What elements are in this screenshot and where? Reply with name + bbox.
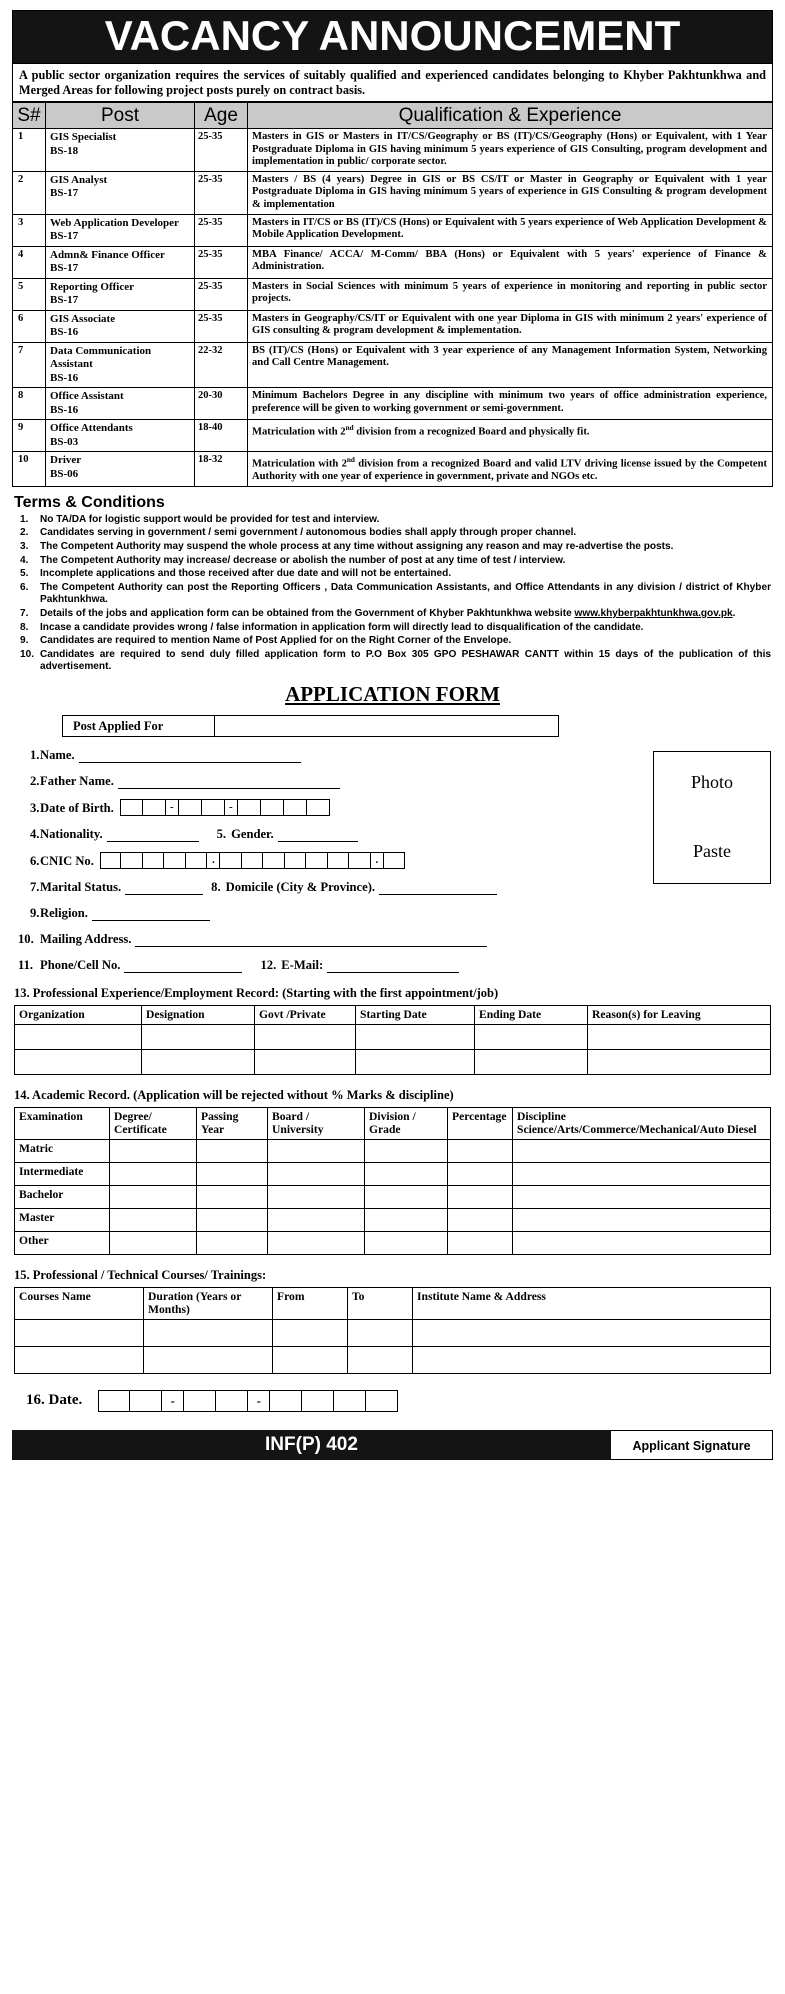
field-religion-label: Religion. bbox=[40, 905, 88, 920]
experience-input-cell[interactable] bbox=[356, 1024, 475, 1049]
academic-column-header: Division / Grade bbox=[365, 1107, 448, 1139]
field-name-label: Name. bbox=[40, 747, 75, 762]
terms-item bbox=[14, 541, 771, 554]
field-domicile-input[interactable] bbox=[379, 882, 497, 895]
post-age-limit: 22-32 bbox=[195, 342, 248, 388]
terms-item-number: 2. bbox=[20, 527, 29, 539]
post-age-limit: 25-35 bbox=[195, 171, 248, 214]
experience-column-header: Reason(s) for Leaving bbox=[588, 1005, 771, 1024]
post-serial-number: 2 bbox=[13, 171, 46, 214]
academic-row-label: Master bbox=[15, 1208, 110, 1231]
digit-box[interactable] bbox=[220, 852, 242, 869]
courses-input-cell[interactable] bbox=[273, 1319, 348, 1346]
courses-input-cell[interactable] bbox=[15, 1319, 144, 1346]
post-title: Admn& Finance Officer bbox=[50, 248, 165, 261]
terms-item-text: Candidates are required to mention Name of Post Applied for on the Right Corner of the Envelope. bbox=[40, 635, 512, 647]
digit-box[interactable] bbox=[186, 852, 208, 869]
post-pay-scale: BS-18 bbox=[50, 144, 79, 157]
experience-input-cell[interactable] bbox=[588, 1024, 771, 1049]
experience-column-header: Starting Date bbox=[356, 1005, 475, 1024]
post-title-cell bbox=[46, 171, 195, 214]
date-separator: - bbox=[248, 1390, 270, 1412]
post-title-cell bbox=[46, 388, 195, 420]
table-row bbox=[15, 1049, 771, 1074]
terms-item-number: 4. bbox=[20, 554, 29, 566]
post-serial-number: 6 bbox=[13, 310, 46, 342]
post-pay-scale: BS-17 bbox=[50, 230, 79, 243]
post-title-cell bbox=[46, 342, 195, 388]
terms-heading: Terms & Conditions bbox=[14, 493, 165, 511]
experience-column-header: Ending Date bbox=[475, 1005, 588, 1024]
courses-input-cell[interactable] bbox=[348, 1319, 413, 1346]
academic-input-cell[interactable] bbox=[197, 1231, 268, 1254]
field-dob-number: 3. bbox=[30, 800, 40, 815]
post-serial-number: 8 bbox=[13, 388, 46, 420]
field-nationality-label: Nationality. bbox=[40, 826, 103, 841]
post-serial-number: 5 bbox=[13, 278, 46, 310]
post-applied-for-label: Post Applied For bbox=[63, 716, 215, 736]
digit-box[interactable] bbox=[238, 799, 261, 816]
field-father-name-input[interactable] bbox=[118, 776, 340, 789]
field-phone-label: Phone/Cell No. bbox=[40, 957, 121, 972]
digit-box[interactable] bbox=[285, 852, 307, 869]
post-title: Office Attendants bbox=[50, 422, 133, 435]
post-title: GIS Associate bbox=[50, 312, 116, 325]
post-title-cell bbox=[46, 420, 195, 452]
post-serial-number: 7 bbox=[13, 342, 46, 388]
table-row bbox=[13, 342, 773, 388]
khyber-pakhtunkhwa-website-link[interactable]: www.khyberpakhtunkhwa.gov.pk bbox=[574, 607, 733, 619]
post-age-limit: 25-35 bbox=[195, 278, 248, 310]
post-pay-scale: BS-16 bbox=[50, 326, 79, 339]
post-qualification: Masters in GIS or Masters in IT/CS/Geography or BS (IT)/CS/Geography (Hons) or Equivalent, with 1 Year Postgraduate Diploma in GIS having minimum 5 years experience of GIS Consulting, program development and implementation in public/ corporate sector. bbox=[248, 129, 773, 172]
field-marital-label: Marital Status. bbox=[40, 879, 122, 894]
digit-box[interactable] bbox=[263, 852, 285, 869]
date-separator: - bbox=[162, 1390, 184, 1412]
photo-label: Photo bbox=[690, 771, 733, 792]
field-name-input[interactable] bbox=[79, 750, 301, 763]
application-form bbox=[14, 715, 771, 973]
post-serial-number: 1 bbox=[13, 129, 46, 172]
academic-input-cell[interactable] bbox=[365, 1185, 448, 1208]
digit-box[interactable] bbox=[306, 852, 328, 869]
date-separator: . bbox=[207, 852, 220, 869]
digit-box[interactable] bbox=[242, 852, 264, 869]
table-row bbox=[15, 1231, 771, 1254]
digit-box[interactable] bbox=[98, 1390, 130, 1412]
courses-column-header: Courses Name bbox=[15, 1287, 144, 1319]
courses-section-heading: 15. Professional / Technical Courses/ Trainings: bbox=[14, 1267, 267, 1282]
table-row bbox=[15, 1162, 771, 1185]
terms-item-text: Incase a candidate provides wrong / false information in application form will directly lead to disqualification of the candidate. bbox=[40, 621, 644, 633]
digit-box[interactable] bbox=[270, 1390, 302, 1412]
field-gender-input[interactable] bbox=[278, 829, 358, 842]
academic-column-header: Passing Year bbox=[197, 1107, 268, 1139]
terms-item bbox=[14, 635, 771, 648]
academic-column-header: Board / University bbox=[268, 1107, 365, 1139]
field-father-name-number: 2. bbox=[30, 773, 40, 788]
table-row bbox=[13, 278, 773, 310]
post-title-cell bbox=[46, 246, 195, 278]
academic-input-cell[interactable] bbox=[110, 1185, 197, 1208]
post-serial-number: 10 bbox=[13, 452, 46, 487]
post-title-cell bbox=[46, 310, 195, 342]
post-age-limit: 25-35 bbox=[195, 129, 248, 172]
academic-input-cell[interactable] bbox=[268, 1139, 365, 1162]
digit-box[interactable] bbox=[120, 799, 143, 816]
terms-item-text: No TA/DA for logistic support would be provided for test and interview. bbox=[40, 513, 380, 525]
experience-column-header: Designation bbox=[142, 1005, 255, 1024]
page-title: VACANCY ANNOUNCEMENT bbox=[104, 12, 681, 59]
academic-input-cell[interactable] bbox=[513, 1185, 771, 1208]
post-serial-number: 3 bbox=[13, 214, 46, 246]
academic-column-header: Discipline Science/Arts/Commerce/Mechanical/Auto Diesel bbox=[513, 1107, 771, 1139]
post-title: GIS Specialist bbox=[50, 131, 117, 143]
intro-paragraph: A public sector organization requires the services of suitably qualified and experienced candidates belonging to Khyber Pakhtunkhwa and Merged Areas for following project posts purely on contract basis. bbox=[12, 64, 773, 102]
courses-column-header: Duration (Years or Months) bbox=[144, 1287, 273, 1319]
table-row bbox=[13, 420, 773, 452]
field-phone-number: 11. bbox=[18, 957, 34, 972]
post-age-limit: 18-40 bbox=[195, 420, 248, 452]
field-religion-row bbox=[14, 905, 771, 921]
terms-list bbox=[14, 514, 771, 674]
terms-item bbox=[14, 622, 771, 635]
field-religion-number: 9. bbox=[30, 905, 40, 920]
post-pay-scale: BS-17 bbox=[50, 294, 79, 307]
terms-item-number: 6. bbox=[20, 581, 29, 593]
academic-input-cell[interactable] bbox=[268, 1185, 365, 1208]
table-row bbox=[15, 1346, 771, 1373]
academic-table bbox=[14, 1107, 771, 1255]
applicant-signature-label: Applicant Signature bbox=[611, 1430, 773, 1460]
experience-input-cell[interactable] bbox=[475, 1024, 588, 1049]
table-row bbox=[15, 1139, 771, 1162]
terms-item-number: 9. bbox=[20, 635, 29, 647]
date-row bbox=[26, 1390, 777, 1412]
posts-table bbox=[12, 102, 773, 487]
academic-input-cell[interactable] bbox=[197, 1208, 268, 1231]
post-qualification: Matriculation with 2nd division from a recognized Board and valid LTV driving license issued by the Competent Authority with one year of experience in government, private and NGOs etc. bbox=[248, 452, 773, 487]
experience-input-cell[interactable] bbox=[356, 1049, 475, 1074]
academic-input-cell[interactable] bbox=[268, 1231, 365, 1254]
terms-item-text: Details of the jobs and application form can be obtained from the Government of Khyber Pakhtunkhwa website www.khyberpakhtunkhwa.gov.pk. bbox=[40, 607, 736, 619]
field-dob-label: Date of Birth. bbox=[40, 800, 114, 815]
digit-box[interactable] bbox=[334, 1390, 366, 1412]
digit-box[interactable] bbox=[184, 1390, 216, 1412]
digit-box[interactable] bbox=[384, 852, 406, 869]
posts-table-header-row bbox=[13, 103, 773, 129]
terms-item-text: Candidates are required to send duly filled application form to P.O Box 305 GPO PESHAWAR CANTT within 15 days of the publication of this advertisement. bbox=[40, 648, 771, 673]
academic-input-cell[interactable] bbox=[448, 1162, 513, 1185]
column-header-qualification: Qualification & Experience bbox=[248, 103, 773, 129]
academic-input-cell[interactable] bbox=[513, 1208, 771, 1231]
digit-box[interactable] bbox=[307, 799, 330, 816]
academic-input-cell[interactable] bbox=[365, 1162, 448, 1185]
post-applied-for-row bbox=[62, 715, 559, 737]
masthead-banner bbox=[12, 10, 773, 64]
post-pay-scale: BS-16 bbox=[50, 403, 79, 416]
post-pay-scale: BS-17 bbox=[50, 262, 79, 275]
digit-box[interactable] bbox=[164, 852, 186, 869]
terms-item-text: Candidates serving in government / semi government / autonomous bodies shall apply through proper channel. bbox=[40, 527, 577, 539]
application-form-title: APPLICATION FORM bbox=[285, 681, 500, 706]
post-qualification: BS (IT)/CS (Hons) or Equivalent with 3 year experience of any Management Information System, Networking and Call Centre Management. bbox=[248, 342, 773, 388]
field-cnic-number: 6. bbox=[30, 853, 40, 868]
experience-input-cell[interactable] bbox=[255, 1049, 356, 1074]
field-domicile-label: Domicile (City & Province). bbox=[225, 879, 376, 894]
post-age-limit: 25-35 bbox=[195, 246, 248, 278]
academic-input-cell[interactable] bbox=[448, 1208, 513, 1231]
post-title-cell bbox=[46, 278, 195, 310]
academic-column-header: Examination bbox=[15, 1107, 110, 1139]
post-title: Reporting Officer bbox=[50, 280, 134, 293]
date-label: 16. Date. bbox=[26, 1392, 83, 1409]
table-row bbox=[15, 1024, 771, 1049]
academic-input-cell[interactable] bbox=[448, 1231, 513, 1254]
field-phone-email-row bbox=[14, 957, 771, 973]
post-title: Office Assistant bbox=[50, 390, 124, 403]
post-title-cell bbox=[46, 129, 195, 172]
field-gender-number: 5. bbox=[216, 826, 227, 841]
courses-column-header: From bbox=[273, 1287, 348, 1319]
post-title: Data Communication Assistant bbox=[50, 344, 152, 371]
post-qualification: Minimum Bachelors Degree in any discipline with minimum two years of office administration experience, preference will be given to working government or semi-government. bbox=[248, 388, 773, 420]
field-email-number: 12. bbox=[260, 957, 277, 972]
post-pay-scale: BS-03 bbox=[50, 435, 79, 448]
terms-item-number: 3. bbox=[20, 540, 29, 552]
academic-row-label: Other bbox=[15, 1231, 110, 1254]
field-email-label: E-Mail: bbox=[281, 957, 324, 972]
terms-item bbox=[14, 568, 771, 581]
post-qualification: Masters in Geography/CS/IT or Equivalent with one year Diploma in GIS with minimum 2 years' experience of GIS consulting & program development & implementation. bbox=[248, 310, 773, 342]
academic-input-cell[interactable] bbox=[197, 1162, 268, 1185]
field-email-input[interactable] bbox=[327, 960, 459, 973]
post-age-limit: 25-35 bbox=[195, 214, 248, 246]
table-row bbox=[13, 310, 773, 342]
table-row bbox=[15, 1208, 771, 1231]
courses-input-cell[interactable] bbox=[144, 1319, 273, 1346]
academic-input-cell[interactable] bbox=[365, 1139, 448, 1162]
terms-item bbox=[14, 514, 771, 527]
courses-input-cell[interactable] bbox=[15, 1346, 144, 1373]
post-title: Driver bbox=[50, 454, 82, 467]
terms-item-number: 5. bbox=[20, 568, 29, 580]
post-qualification: Matriculation with 2nd division from a recognized Board and physically fit. bbox=[248, 420, 773, 452]
terms-item bbox=[14, 555, 771, 568]
digit-box[interactable] bbox=[284, 799, 307, 816]
courses-input-cell[interactable] bbox=[144, 1346, 273, 1373]
post-age-limit: 18-32 bbox=[195, 452, 248, 487]
table-row bbox=[13, 171, 773, 214]
courses-input-cell[interactable] bbox=[413, 1319, 771, 1346]
post-pay-scale: BS-16 bbox=[50, 371, 79, 384]
field-domicile-number: 8. bbox=[211, 879, 221, 894]
date-separator: . bbox=[371, 852, 384, 869]
academic-input-cell[interactable] bbox=[448, 1185, 513, 1208]
digit-box[interactable] bbox=[121, 852, 143, 869]
experience-header-row bbox=[15, 1005, 771, 1024]
academic-input-cell[interactable] bbox=[513, 1231, 771, 1254]
courses-input-cell[interactable] bbox=[348, 1346, 413, 1373]
courses-input-cell[interactable] bbox=[273, 1346, 348, 1373]
terms-item-text: Incomplete applications and those received after due date and will not be entertained. bbox=[40, 568, 452, 580]
academic-input-cell[interactable] bbox=[197, 1185, 268, 1208]
digit-box[interactable] bbox=[143, 852, 165, 869]
footer bbox=[12, 1430, 773, 1460]
academic-input-cell[interactable] bbox=[110, 1162, 197, 1185]
academic-column-header: Degree/ Certificate bbox=[110, 1107, 197, 1139]
column-header-post: Post bbox=[46, 103, 195, 129]
photo-paste-box bbox=[653, 751, 771, 884]
academic-section-heading: 14. Academic Record. (Application will be rejected without % Marks & discipline) bbox=[14, 1087, 454, 1102]
terms-item-number: 1. bbox=[20, 513, 29, 525]
table-row bbox=[13, 452, 773, 487]
field-father-name-label: Father Name. bbox=[40, 773, 114, 788]
field-cnic-boxes[interactable] bbox=[100, 852, 406, 869]
post-qualification: Masters / BS (4 years) Degree in GIS or BS CS/IT or Master in Geography or Equivalent with 1 year Postgraduate Diploma in GIS having minimum 5 years of experience in GIS Consulting & program development & implementation bbox=[248, 171, 773, 214]
field-dob-boxes[interactable] bbox=[120, 799, 330, 816]
digit-box[interactable] bbox=[143, 799, 166, 816]
academic-row-label: Matric bbox=[15, 1139, 110, 1162]
post-applied-for-input[interactable] bbox=[215, 716, 558, 736]
field-nationality-input[interactable] bbox=[107, 829, 199, 842]
terms-item bbox=[14, 527, 771, 540]
column-header-sn: S# bbox=[13, 103, 46, 129]
courses-table bbox=[14, 1287, 771, 1374]
footer-reference: INF(P) 402 bbox=[12, 1430, 611, 1460]
paste-label: Paste bbox=[693, 840, 731, 861]
date-separator: - bbox=[166, 799, 179, 816]
terms-item-text: The Competent Authority may increase/ decrease or abolish the number of post at any time of test / interview. bbox=[40, 554, 566, 566]
post-qualification: Masters in IT/CS or BS (IT)/CS (Hons) or Equivalent with 5 years experience of Web Application Development & Mobile Application Development. bbox=[248, 214, 773, 246]
post-age-limit: 20-30 bbox=[195, 388, 248, 420]
academic-input-cell[interactable] bbox=[110, 1231, 197, 1254]
post-qualification: MBA Finance/ ACCA/ M-Comm/ BBA (Hons) or Equivalent with 5 years' experience of Finance & Administration. bbox=[248, 246, 773, 278]
post-title: Web Application Developer bbox=[50, 216, 179, 229]
digit-box[interactable] bbox=[100, 852, 122, 869]
terms-item bbox=[14, 608, 771, 621]
post-serial-number: 4 bbox=[13, 246, 46, 278]
terms-item-text: The Competent Authority can post the Reporting Officers , Data Communication Assistants, and Office Attendants in any division / district of Khyber Pakhtunkhwa. bbox=[40, 581, 771, 606]
digit-box[interactable] bbox=[130, 1390, 162, 1412]
academic-input-cell[interactable] bbox=[110, 1208, 197, 1231]
post-pay-scale: BS-06 bbox=[50, 467, 79, 480]
academic-input-cell[interactable] bbox=[365, 1208, 448, 1231]
experience-input-cell[interactable] bbox=[255, 1024, 356, 1049]
terms-item-number: 10. bbox=[20, 648, 35, 660]
academic-input-cell[interactable] bbox=[110, 1139, 197, 1162]
experience-column-header: Organization bbox=[15, 1005, 142, 1024]
digit-box[interactable] bbox=[328, 852, 350, 869]
date-boxes[interactable] bbox=[98, 1390, 398, 1412]
experience-table bbox=[14, 1005, 771, 1075]
experience-section-heading: 13. Professional Experience/Employment Record: (Starting with the first appointment/job) bbox=[14, 985, 499, 1000]
terms-item bbox=[14, 649, 771, 674]
field-cnic-label: CNIC No. bbox=[40, 853, 94, 868]
courses-input-cell[interactable] bbox=[413, 1346, 771, 1373]
field-nationality-number: 4. bbox=[30, 826, 40, 841]
post-serial-number: 9 bbox=[13, 420, 46, 452]
digit-box[interactable] bbox=[216, 1390, 248, 1412]
academic-input-cell[interactable] bbox=[365, 1231, 448, 1254]
courses-header-row bbox=[15, 1287, 771, 1319]
academic-row-label: Bachelor bbox=[15, 1185, 110, 1208]
academic-column-header: Percentage bbox=[448, 1107, 513, 1139]
field-marital-number: 7. bbox=[30, 879, 40, 894]
post-title-cell bbox=[46, 214, 195, 246]
academic-input-cell[interactable] bbox=[268, 1162, 365, 1185]
table-row bbox=[13, 214, 773, 246]
digit-box[interactable] bbox=[302, 1390, 334, 1412]
academic-input-cell[interactable] bbox=[448, 1139, 513, 1162]
field-marital-input[interactable] bbox=[125, 882, 203, 895]
terms-item-number: 8. bbox=[20, 621, 29, 633]
academic-header-row bbox=[15, 1107, 771, 1139]
digit-box[interactable] bbox=[202, 799, 225, 816]
digit-box[interactable] bbox=[261, 799, 284, 816]
experience-input-cell[interactable] bbox=[142, 1024, 255, 1049]
experience-input-cell[interactable] bbox=[475, 1049, 588, 1074]
terms-item-text: The Competent Authority may suspend the whole process at any time without assigning any reason and may re-advertise the posts. bbox=[40, 540, 674, 552]
digit-box[interactable] bbox=[366, 1390, 398, 1412]
field-phone-input[interactable] bbox=[124, 960, 242, 973]
date-separator: - bbox=[225, 799, 238, 816]
table-row bbox=[13, 129, 773, 172]
experience-column-header: Govt /Private bbox=[255, 1005, 356, 1024]
terms-item bbox=[14, 582, 771, 607]
post-qualification: Masters in Social Sciences with minimum 5 years of experience in monitoring and reporting in public sector projects. bbox=[248, 278, 773, 310]
table-row bbox=[15, 1319, 771, 1346]
table-row bbox=[13, 388, 773, 420]
experience-input-cell[interactable] bbox=[588, 1049, 771, 1074]
post-title-cell bbox=[46, 452, 195, 487]
field-mailing-address-input[interactable] bbox=[135, 934, 487, 947]
field-religion-input[interactable] bbox=[92, 908, 210, 921]
academic-input-cell[interactable] bbox=[268, 1208, 365, 1231]
table-row bbox=[15, 1185, 771, 1208]
courses-column-header: Institute Name & Address bbox=[413, 1287, 771, 1319]
academic-input-cell[interactable] bbox=[513, 1139, 771, 1162]
experience-input-cell[interactable] bbox=[142, 1049, 255, 1074]
digit-box[interactable] bbox=[349, 852, 371, 869]
academic-input-cell[interactable] bbox=[513, 1162, 771, 1185]
field-gender-label: Gender. bbox=[231, 826, 274, 841]
field-mailing-address-number: 10. bbox=[18, 931, 34, 946]
digit-box[interactable] bbox=[179, 799, 202, 816]
experience-input-cell[interactable] bbox=[15, 1024, 142, 1049]
column-header-age: Age bbox=[195, 103, 248, 129]
field-name-number: 1. bbox=[30, 747, 40, 762]
courses-column-header: To bbox=[348, 1287, 413, 1319]
academic-input-cell[interactable] bbox=[197, 1139, 268, 1162]
post-pay-scale: BS-17 bbox=[50, 187, 79, 200]
experience-input-cell[interactable] bbox=[15, 1049, 142, 1074]
academic-row-label: Intermediate bbox=[15, 1162, 110, 1185]
field-mailing-address-label: Mailing Address. bbox=[40, 931, 132, 946]
terms-item-number: 7. bbox=[20, 607, 29, 619]
field-mailing-address-row bbox=[14, 931, 771, 947]
post-age-limit: 25-35 bbox=[195, 310, 248, 342]
post-title: GIS Analyst bbox=[50, 173, 108, 186]
table-row bbox=[13, 246, 773, 278]
